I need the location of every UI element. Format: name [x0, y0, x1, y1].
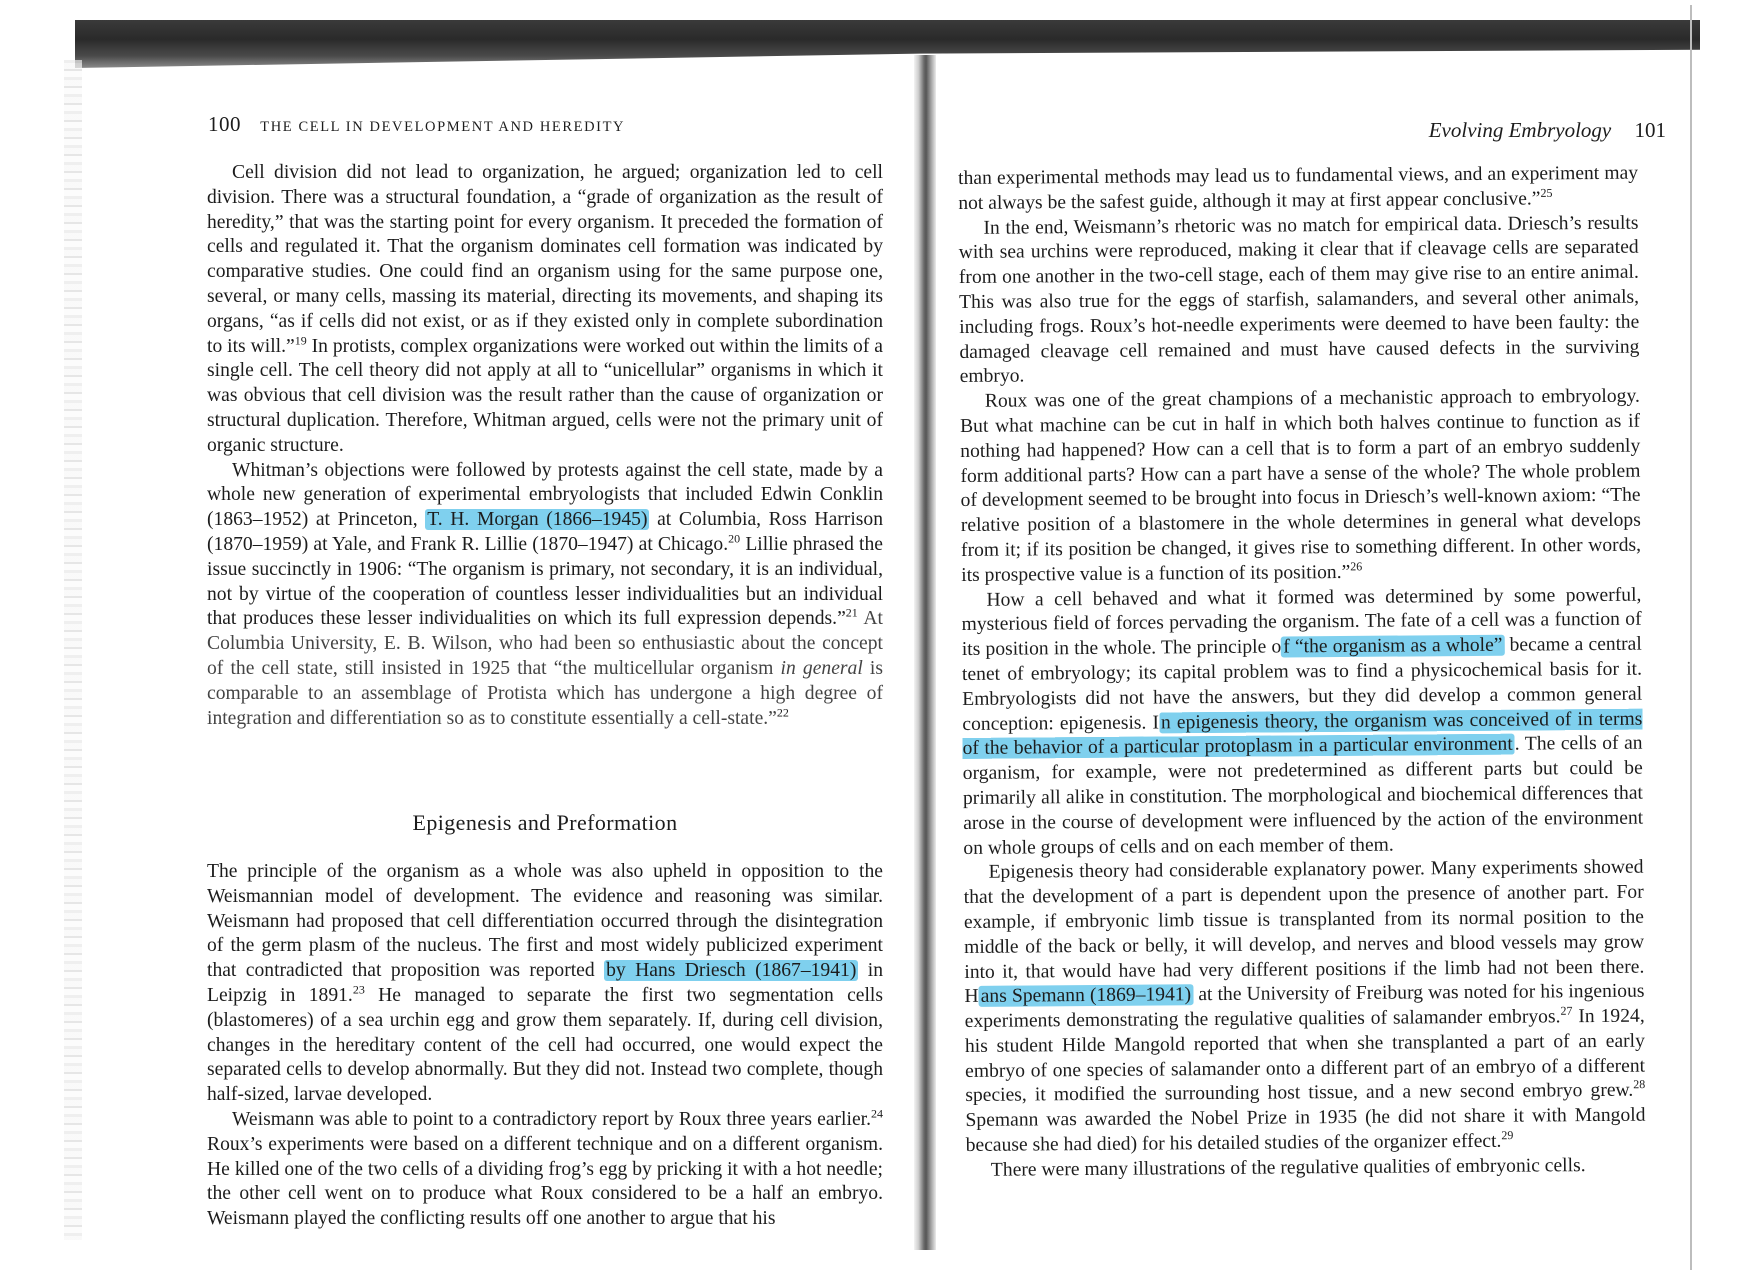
text-run: . The cells of an organism, for example, were not predetermined as different parts but could be primarily all alike in constitution. The morphological and biochemical differences that arose in the course of development were influenced by the action of the environment on whole groups of cells and on each member of them. — [962, 732, 1644, 859]
paragraph — [961, 583, 1643, 861]
text-run: is comparable to an assemblage of Protista which has undergone a high degree of integration and differentiation so as to constitute essentially a cell-state.” — [207, 657, 883, 729]
text-run: There were many illustrations of the regulative qualities of embryonic cells. — [990, 1154, 1586, 1181]
text-run: Roux was one of the great champions of a mechanistic approach to embryology. But what machine can be cut in half in which both halves continue to function as if nothing had happened? How can a cell that is to form a part of an embryo suddenly form additional parts? How can a part have a sense of the whole? The whole problem of development seemed to be brought into focus in Driesch’s well-known axiom: “The relative position of a blastomere in the whole determines in general what develops from it; if its position be changed, it gives rise to something different. In other words, its prospective value is a function of its position.” — [959, 385, 1642, 586]
left-column-bottom — [207, 860, 883, 1232]
text-run: In the end, Weismann’s rhetoric was no match for empirical data. Driesch’s results with sea urchins were reproduced, making it clear that if cleavage cells are separated from one another in the two-cell stage, each of them may give rise to an entire animal. This was also true for the eggs of starfish, salamanders, and several other animals, including frogs. Roux’s hot-needle experiments were deemed to have been faulty: the damaged cleavage cell remained and must have caused defects in the surviving embryo. — [958, 212, 1640, 388]
footnote-ref: 24 — [871, 1106, 883, 1121]
left-page-number: 100 — [208, 112, 241, 136]
text-run: in Leipzig in 1891. — [207, 960, 884, 1006]
footnote-ref: 27 — [1560, 1003, 1573, 1018]
paragraph — [207, 161, 883, 459]
text-run: Cell division did not lead to organization, he argued; organization led to cell division. There was a structural foundation, a “grade of organization as the result of heredity,” that was the starting point for every organism. It preceded the formation of cells and regulated it. That the organism dominates cell formation was indicated by comparative studies. One could find an organism using for the same purpose one, several, or many cells, massing its material, directing its movements, and shaping its organs, “as if cells did not exist, or as if they existed only in complete subordination to its will.” — [207, 162, 883, 357]
footnote-ref: 25 — [1540, 185, 1553, 200]
text-run: at Columbia, Ross Harrison (1870–1959) at Yale, and Frank R. Lillie (1870–1947) at Chicago. — [207, 509, 883, 555]
paragraph — [958, 162, 1638, 217]
text-run: Roux’s experiments were based on a different technique and on a different organism. He killed one of the two cells of a dividing frog’s egg by pricking it with a hot needle; the other cell went on to produce what Roux considered to be a half an embryo. Weismann played the conflicting results off one another to argue that his — [207, 1133, 883, 1230]
right-running-title: Evolving Embryology — [1428, 118, 1612, 142]
paragraph — [207, 1108, 883, 1232]
text-run: How a cell behaved and what it formed was determined by some powerful, mysterious field of forces pervading the organism. The fate of a cell was a function of its position in the whole. The principle o — [961, 584, 1642, 661]
paragraph — [207, 459, 883, 732]
footnote-ref: 29 — [1501, 1128, 1514, 1143]
section-heading: Epigenesis and Preformation — [412, 810, 678, 835]
text-run: Lillie phrased the issue succinctly in 1906: “The organism is primary, not secondary, it is an individual, not by virtue of the cooperation of countless lesser individualities but an individual that produces these lesser individualities on which its full expression depends.” — [207, 533, 883, 630]
highlighted-text: by Hans Driesch (1867–1941) — [606, 960, 857, 982]
footnote-ref: 23 — [352, 982, 365, 997]
right-column — [958, 162, 1646, 1184]
left-running-title: THE CELL IN DEVELOPMENT AND HEREDITY — [260, 119, 626, 135]
text-run: In 1924, his student Hilde Mangold reported that when she transplanted a part of an early embryo of one species of salamander onto a different part of an embryo of a different species, it modified the surrounding host tissue, and a new second embryo grew. — [964, 1005, 1646, 1107]
footnote-ref: 28 — [1633, 1077, 1646, 1092]
text-run: Whitman’s objections were followed by protests against the cell state, made by a whole new generation of experimental embryologists that included Edwin Conklin (1863–1952) at Princeton, — [207, 459, 883, 531]
text-run: The principle of the organism as a whole was also upheld in opposition to the Weismannian model of development. The evidence and reasoning was similar. Weismann had proposed that cell differentiation occurred through the disintegration of the germ plasm of the nucleus. The first and most widely publicized experiment that contradicted that proposition was reported — [207, 861, 883, 982]
text-run: Spemann was awarded the Nobel Prize in 1935 (he did not share it with Mangold because she had died) for his detailed studies of the organizer effect. — [965, 1104, 1646, 1157]
highlighted-text: n epigenesis theory, the organism was conceived of in terms of the behavior of a particular protoplasm in a particular environment — [962, 708, 1643, 760]
text-run: Weismann was able to point to a contradictory report by Roux three years earlier. — [232, 1108, 871, 1130]
paragraph — [207, 860, 883, 1108]
paragraph — [958, 211, 1639, 390]
paragraph — [963, 856, 1645, 1159]
right-page-number: 101 — [1634, 118, 1666, 142]
text-run: He managed to separate the first two segmentation cells (blastomeres) of a sea urchin egg and grow them separately. If, during cell division, changes in the hereditary content of the cell had occurred, one would expect the separated cells to develop abnormally. But they did not. Instead two complete, though half-sized, larvae developed. — [207, 984, 884, 1106]
right-running-head — [1429, 118, 1666, 143]
left-running-head — [208, 112, 625, 137]
highlighted-text: ans Spemann (1869–1941) — [980, 984, 1192, 1008]
footnote-ref: 26 — [1350, 559, 1363, 574]
text-run: Epigenesis theory had considerable explanatory power. Many experiments showed that the development of a part is dependent upon the presence of another part. For example, if embryonic limb tissue is transplanted from its normal position to the middle of the back or belly, it will develop, and nerves and blood vessels may grow into it, that would have had very different positions if the limb had not been there. H — [963, 856, 1645, 1008]
footnote-ref: 21 — [845, 605, 858, 620]
footnote-ref: 20 — [728, 531, 741, 546]
text-run: At Columbia University, E. B. Wilson, who had been so enthusiastic about the concept of the cell state, still insisted in 1925 that “the multicellular organism — [207, 608, 883, 679]
highlighted-text: T. H. Morgan (1866–1945) — [427, 509, 648, 531]
footnote-ref: 22 — [776, 705, 789, 719]
text-run: than experimental methods may lead us to fundamental views, and an experiment may not always be the safest guide, although it may at first appear conclusive.” — [958, 162, 1639, 214]
italic-text: in general — [780, 657, 863, 679]
paragraph — [960, 385, 1642, 589]
text-run: at the University of Freiburg was noted for his ingenious experiments demonstrating the regulative qualities of salamander embryos. — [964, 980, 1645, 1033]
left-column-top — [207, 161, 883, 731]
book-gutter — [914, 55, 936, 1250]
highlighted-text: f “the organism as a whole” — [1283, 634, 1503, 658]
footnote-ref: 19 — [294, 333, 307, 348]
text-run: became a central tenet of embryology; its capital problem was to find a physicochemical basis for it. Embryologists did not have the answers, but they did develop a common general conception: epigenesis. I — [961, 633, 1643, 735]
text-run: In protists, complex organizations were worked out within the limits of a single cell. The cell theory did not apply at all to “unicellular” organisms in which it was obvious that cell division was the result rather than the cause of organization or structural duplication. Therefore, Whitman argued, cells were not the primary unit of organic structure. — [207, 335, 883, 456]
